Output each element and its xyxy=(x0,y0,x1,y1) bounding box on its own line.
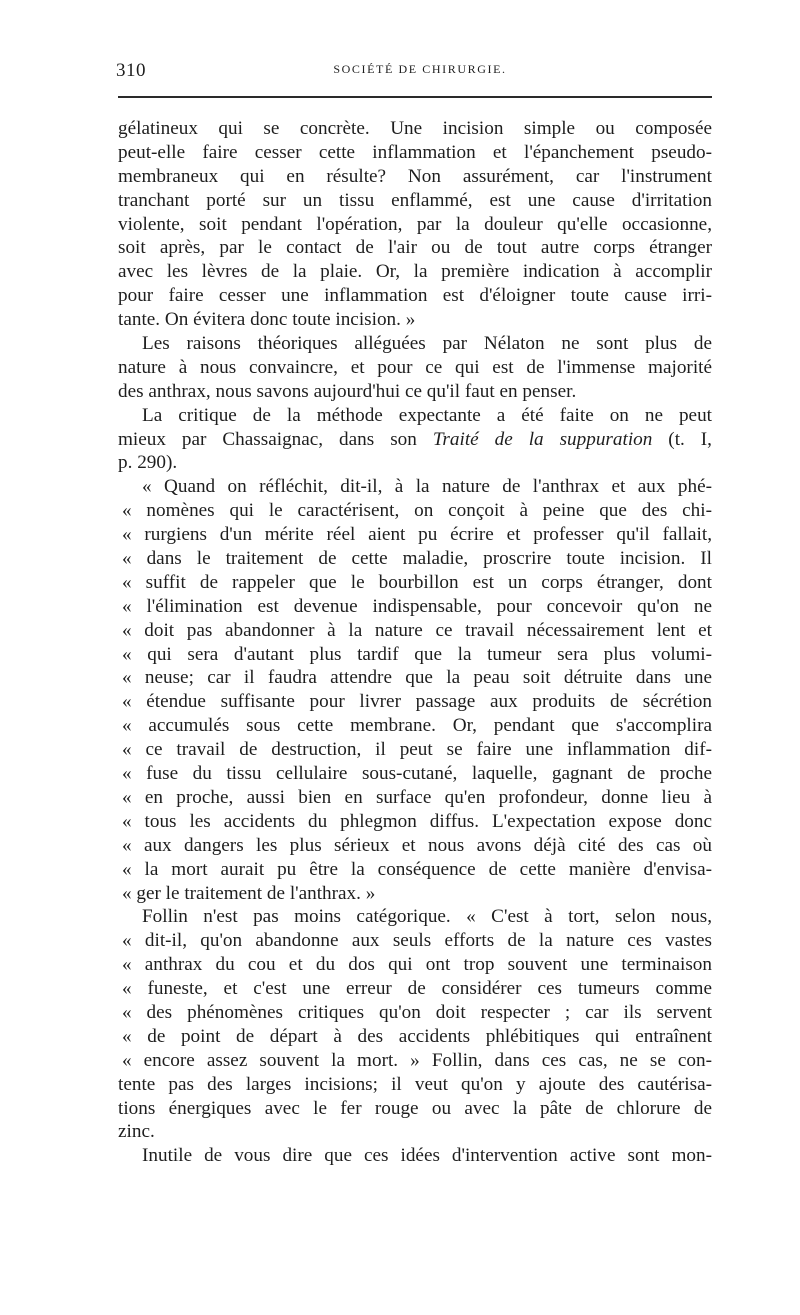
text-line-citation xyxy=(118,428,712,452)
text-line: « en proche, aussi bien en surface qu'en profondeur, donne lieu à xyxy=(122,786,712,808)
text-line: « neuse; car il faudra attendre que la peau soit détruite dans une xyxy=(122,667,712,689)
text-line: tranchant porté sur un tissu enflammé, est une cause d'irritation xyxy=(118,189,712,211)
text-line: « des phénomènes critiques qu'on doit respecter ; car ils servent xyxy=(122,1001,712,1023)
text-line: tions énergiques avec le fer rouge ou avec la pâte de chlorure de xyxy=(118,1097,712,1119)
text-line: des anthrax, nous savons aujourd'hui ce qu'il faut en penser. xyxy=(118,380,577,402)
text-line: « accumulés sous cette membrane. Or, pendant que s'accomplira xyxy=(122,715,712,737)
text-line: Inutile de vous dire que ces idées d'intervention active sont mon- xyxy=(142,1145,712,1167)
text-line: « aux dangers les plus sérieux et nous avons déjà cité des cas où xyxy=(122,834,712,856)
text-line: p. 290). xyxy=(118,452,178,474)
text-line: « qui sera d'autant plus tardif que la tumeur sera plus volumi- xyxy=(122,643,712,665)
text-line: tante. On évitera donc toute incision. » xyxy=(118,309,416,331)
text-line: « dit-il, qu'on abandonne aux seuls efforts de la nature ces vastes xyxy=(122,930,712,952)
header-rule xyxy=(118,96,712,98)
running-head: SOCIÉTÉ DE CHIRURGIE. xyxy=(333,62,507,76)
text-line: soit après, par le contact de l'air ou de tout autre corps étranger xyxy=(118,237,712,259)
text-line: « funeste, et c'est une erreur de considérer ces tumeurs comme xyxy=(122,978,712,1000)
text-line: avec les lèvres de la plaie. Or, la première indication à accomplir xyxy=(118,261,712,283)
text-line: « ger le traitement de l'anthrax. » xyxy=(122,882,376,904)
text-line: gélatineux qui se concrète. Une incision simple ou composée xyxy=(118,118,712,139)
text-line: « la mort aurait pu être la conséquence de cette manière d'envisa- xyxy=(122,858,712,880)
text-line: « étendue suffisante pour livrer passage aux produits de sécrétion xyxy=(122,691,712,713)
text-line: Follin n'est pas moins catégorique. « C'est à tort, selon nous, xyxy=(142,906,712,928)
text-line: peut-elle faire cesser cette inflammation et l'épanchement pseudo- xyxy=(118,141,712,163)
text-line: « fuse du tissu cellulaire sous-cutané, laquelle, gagnant de proche xyxy=(122,763,712,785)
text-line: « suffit de rappeler que le bourbillon est un corps étranger, dont xyxy=(122,571,712,593)
text-line: « dans le traitement de cette maladie, proscrire toute incision. Il xyxy=(122,548,712,570)
text-line-end: (t. I, xyxy=(652,428,712,450)
body-text xyxy=(118,117,712,1168)
book-title: Traité de la suppuration xyxy=(432,428,653,450)
text-line: membraneux qui en résulte? Non assurément, car l'instrument xyxy=(118,165,712,187)
text-line: Les raisons théoriques alléguées par Nélaton ne sont plus de xyxy=(142,333,712,355)
text-line: « tous les accidents du phlegmon diffus. L'expectation expose donc xyxy=(122,810,712,832)
text-line: La critique de la méthode expectante a été faite on ne peut xyxy=(142,404,712,426)
text-line-start: mieux par Chassaignac, dans son xyxy=(118,428,433,450)
text-line: « anthrax du cou et du dos qui ont trop souvent une terminaison xyxy=(122,954,712,976)
text-line: violente, soit pendant l'opération, par la douleur qu'elle occasionne, xyxy=(118,213,712,235)
text-line: « rurgiens d'un mérite réel aient pu écrire et professer qu'il fallait, xyxy=(122,524,712,546)
text-line: pour faire cesser une inflammation est d'éloigner toute cause irri- xyxy=(118,285,712,307)
text-line: zinc. xyxy=(118,1121,155,1143)
text-line: tente pas des larges incisions; il veut qu'on y ajoute des cautérisa- xyxy=(118,1073,712,1095)
text-line: « Quand on réfléchit, dit-il, à la nature de l'anthrax et aux phé- xyxy=(142,476,712,498)
text-line: « encore assez souvent la mort. » Follin, dans ces cas, ne se con- xyxy=(122,1049,712,1071)
text-line: nature à nous convaincre, et pour ce qui est de l'immense majorité xyxy=(118,356,712,378)
text-line: « doit pas abandonner à la nature ce travail nécessairement lent et xyxy=(122,619,712,641)
text-line: « ce travail de destruction, il peut se faire une inflammation dif- xyxy=(122,739,712,761)
page-number: 310 xyxy=(116,60,146,81)
text-line: « de point de départ à des accidents phlébitiques qui entraînent xyxy=(122,1025,712,1047)
text-line: « nomènes qui le caractérisent, on conçoit à peine que des chi- xyxy=(122,500,712,522)
text-line: « l'élimination est devenue indispensable, pour concevoir qu'on ne xyxy=(122,595,712,617)
